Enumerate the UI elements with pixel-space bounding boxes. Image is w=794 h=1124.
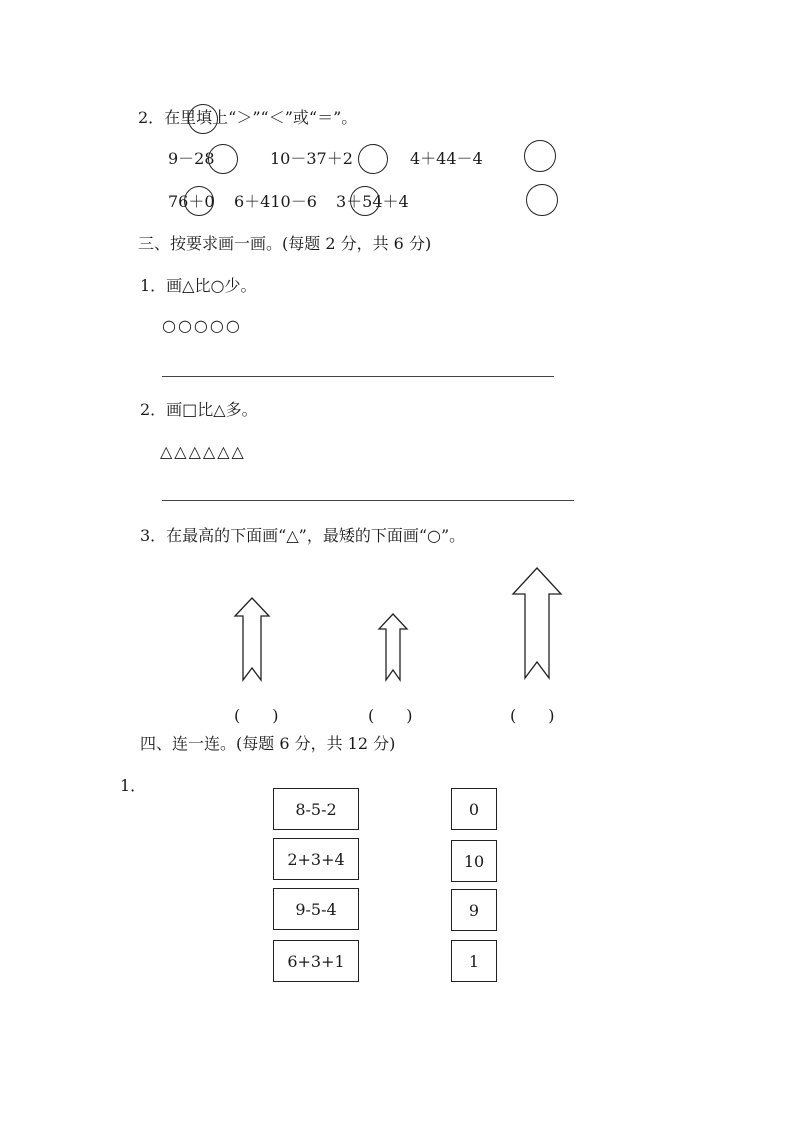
compare-expr: 4＋44－4 [410, 149, 483, 168]
result-box[interactable]: 1 [451, 940, 497, 982]
expression-box[interactable]: 6+3+1 [273, 940, 359, 982]
circle-shapes: ○○○○○ [162, 316, 242, 335]
q3-1-prompt: 1．画△比○少。 [140, 276, 257, 295]
expression-box[interactable]: 9-5-4 [273, 888, 359, 930]
result-box[interactable]: 10 [451, 840, 497, 882]
answer-circle[interactable] [526, 184, 558, 216]
short-arrow-icon [376, 612, 410, 684]
answer-circle[interactable] [524, 140, 556, 172]
q4-1-label: 1． [120, 776, 147, 795]
q3-3-prompt: 3．在最高的下面画“△”，最矮的下面画“○”。 [140, 526, 466, 545]
section4-heading: 四、连一连。(每题 6 分，共 12 分) [140, 734, 396, 753]
result-box[interactable]: 9 [451, 889, 497, 931]
answer-paren[interactable]: ( ) [368, 706, 413, 725]
tall-arrow-icon [511, 566, 563, 682]
answer-circle[interactable] [188, 104, 218, 134]
drawing-line[interactable] [162, 500, 574, 501]
compare-expr: 10－37＋2 [270, 149, 353, 168]
q3-2-prompt: 2．画□比△多。 [140, 400, 258, 419]
result-box[interactable]: 0 [451, 788, 497, 830]
answer-circle[interactable] [184, 186, 214, 216]
compare-expr: 76＋0 [168, 192, 215, 211]
medium-arrow-icon [230, 596, 274, 684]
compare-expr: 6＋410－6 [234, 192, 317, 211]
compare-expr: 9－28 [168, 149, 215, 168]
answer-paren[interactable]: ( ) [234, 706, 279, 725]
answer-circle[interactable] [208, 144, 238, 174]
expression-box[interactable]: 2+3+4 [273, 838, 359, 880]
drawing-line[interactable] [162, 376, 554, 377]
compare-expr: 3＋54＋4 [336, 192, 409, 211]
answer-circle[interactable] [358, 144, 388, 174]
triangle-shapes: △△△△△△ [160, 442, 246, 461]
section3-heading: 三、按要求画一画。(每题 2 分，共 6 分) [138, 234, 432, 253]
answer-paren[interactable]: ( ) [510, 706, 555, 725]
answer-circle[interactable] [350, 186, 380, 216]
q2-prompt: 2．在里填上“＞”“＜”或“＝”。 [138, 108, 358, 127]
expression-box[interactable]: 8-5-2 [273, 788, 359, 830]
